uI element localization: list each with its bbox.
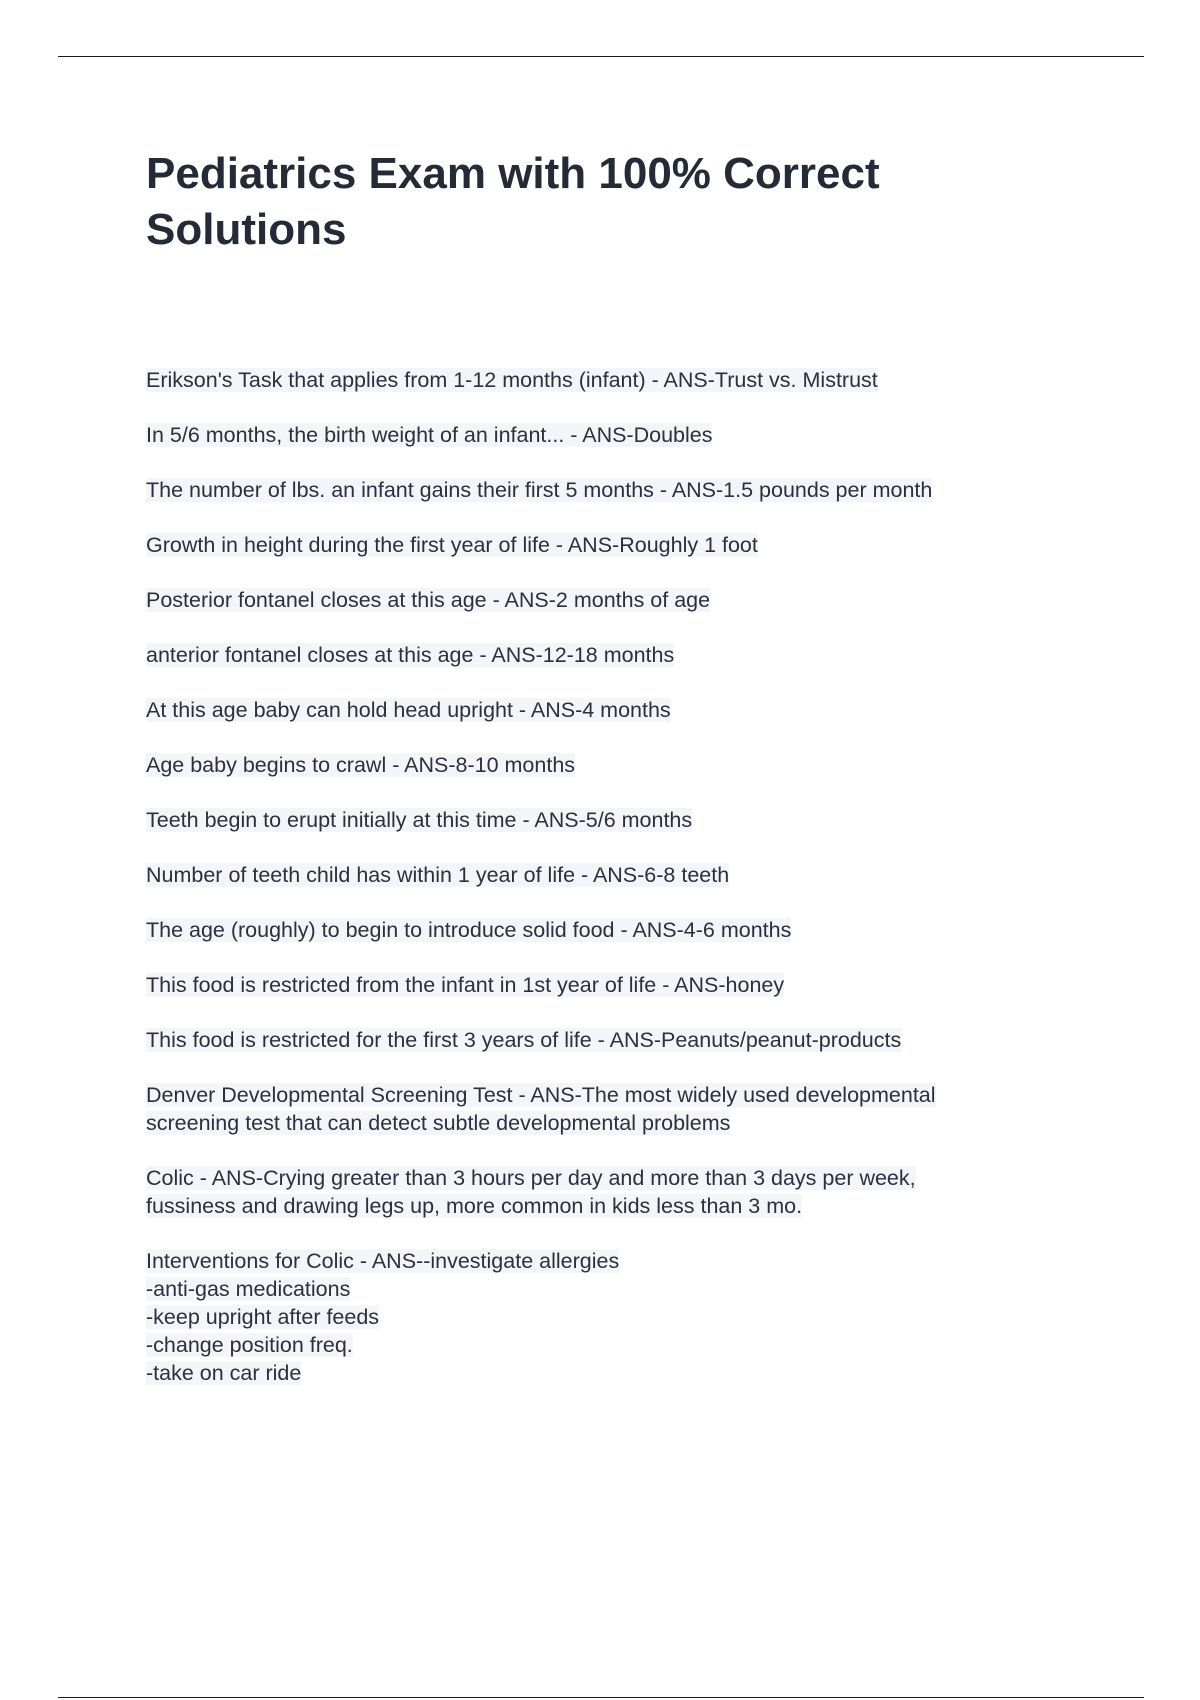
qa-text: Erikson's Task that applies from 1-12 months (infant) - ANS-Trust vs. Mistrust bbox=[146, 368, 878, 392]
qa-text: anterior fontanel closes at this age - ANS-12-18 months bbox=[146, 643, 675, 667]
qa-item bbox=[146, 751, 1066, 779]
qa-list bbox=[146, 366, 1066, 1414]
qa-item bbox=[146, 1026, 1066, 1054]
qa-item bbox=[146, 531, 1066, 559]
qa-item bbox=[146, 421, 1066, 449]
qa-item bbox=[146, 476, 1066, 504]
qa-item bbox=[146, 1247, 1066, 1387]
qa-text: At this age baby can hold head upright - ANS-4 months bbox=[146, 698, 671, 722]
qa-text: In 5/6 months, the birth weight of an infant... - ANS-Doubles bbox=[146, 423, 713, 447]
qa-item bbox=[146, 1164, 1066, 1220]
qa-text: This food is restricted for the first 3 years of life - ANS-Peanuts/peanut-products bbox=[146, 1028, 902, 1052]
document-title: Pediatrics Exam with 100% Correct Solutions bbox=[146, 149, 880, 254]
qa-text: Teeth begin to erupt initially at this time - ANS-5/6 months bbox=[146, 808, 693, 832]
qa-item bbox=[146, 366, 1066, 394]
qa-item bbox=[146, 586, 1066, 614]
qa-item bbox=[146, 861, 1066, 889]
qa-text: Growth in height during the first year of life - ANS-Roughly 1 foot bbox=[146, 533, 758, 557]
qa-text: Posterior fontanel closes at this age - ANS-2 months of age bbox=[146, 588, 711, 612]
qa-item bbox=[146, 696, 1066, 724]
qa-text: Number of teeth child has within 1 year of life - ANS-6-8 teeth bbox=[146, 863, 730, 887]
qa-item bbox=[146, 1081, 1066, 1137]
bottom-rule bbox=[58, 1697, 1144, 1698]
qa-text: The number of lbs. an infant gains their first 5 months - ANS-1.5 pounds per month bbox=[146, 478, 933, 502]
qa-item bbox=[146, 641, 1066, 669]
qa-text: The age (roughly) to begin to introduce solid food - ANS-4-6 months bbox=[146, 918, 792, 942]
qa-item bbox=[146, 806, 1066, 834]
qa-item bbox=[146, 916, 1066, 944]
qa-text: Interventions for Colic - ANS--investigate allergies -anti-gas medications -keep upright after feeds -change position freq. -take on car ride bbox=[146, 1249, 620, 1385]
qa-text: This food is restricted from the infant in 1st year of life - ANS-honey bbox=[146, 973, 785, 997]
qa-item bbox=[146, 971, 1066, 999]
qa-text: Colic - ANS-Crying greater than 3 hours per day and more than 3 days per week, fussiness and drawing legs up, more common in kids less than 3 mo. bbox=[146, 1166, 916, 1218]
qa-text: Age baby begins to crawl - ANS-8-10 months bbox=[146, 753, 576, 777]
qa-text: Denver Developmental Screening Test - ANS-The most widely used developmental screening test that can detect subtle developmental problems bbox=[146, 1083, 936, 1135]
top-rule bbox=[58, 56, 1144, 57]
